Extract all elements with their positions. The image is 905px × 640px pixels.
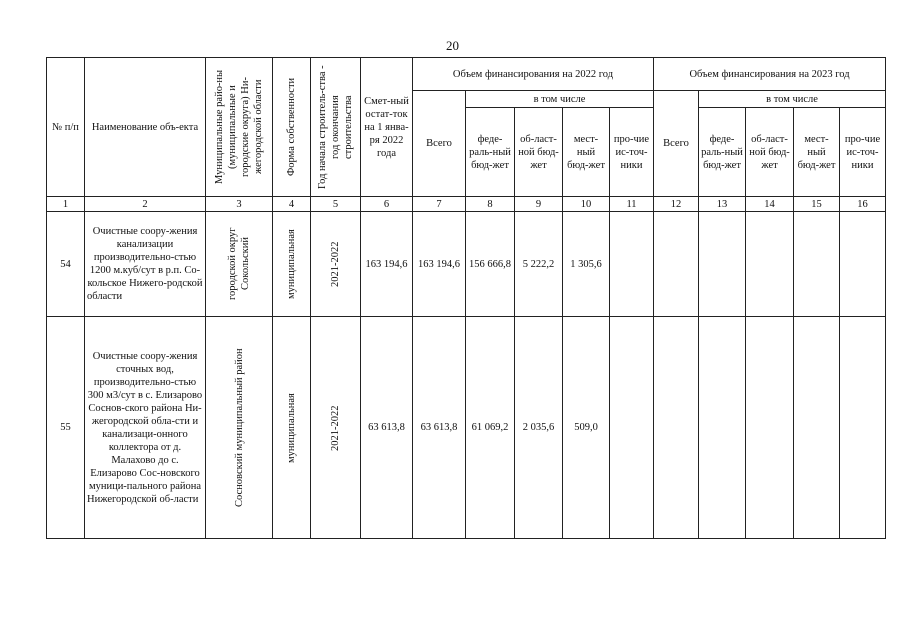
row-other-2023 [840,317,886,539]
row-total-2022: 63 613,8 [413,317,466,539]
header-municipality: Муниципальные райо-ны (муниципальные и городские округа) Ни-жегородской области [206,58,273,197]
header-regional-2023: об-ласт-ной бюд-жет [746,108,794,197]
row-ownership: муниципальная [273,212,311,317]
header-federal-2023: феде-раль-ный бюд-жет [699,108,746,197]
column-number: 2 [85,197,206,212]
row-other-2022 [610,212,654,317]
row-estimate: 63 613,8 [361,317,413,539]
column-number: 1 [47,197,85,212]
row-years: 2021-2022 [311,317,361,539]
header-ownership: Форма собственности [273,58,311,197]
column-number: 10 [563,197,610,212]
row-local-2023 [794,212,840,317]
header-total-2023: Всего [654,91,699,197]
column-number: 8 [466,197,515,212]
header-including-2022: в том числе [466,91,654,108]
header-fin-2023: Объем финансирования на 2023 год [654,58,886,91]
column-number: 5 [311,197,361,212]
header-estimate: Смет-ный остат-ток на 1 янва-ря 2022 года [361,58,413,197]
row-municipality: Сосновский муниципальный район [206,317,273,539]
row-name: Очистные соору-жения сточных вод, производительно-стью 300 м3/сут в с. Елизарово Соснов-ского района Ни-жегородской обла-сти и канализаци-онного коллектора от д. Малахово до с. Елизарово Сос-новского муници-пального района Нижегородской об-ласти [85,317,206,539]
column-number: 3 [206,197,273,212]
page-number: 20 [446,38,459,53]
column-number: 11 [610,197,654,212]
header-including-2023: в том числе [699,91,886,108]
row-num: 55 [47,317,85,539]
header-num: № п/п [47,58,85,197]
row-other-2023 [840,212,886,317]
column-number: 6 [361,197,413,212]
row-total-2023 [654,317,699,539]
row-local-2022: 1 305,6 [563,212,610,317]
row-federal-2023 [699,317,746,539]
row-total-2023 [654,212,699,317]
row-regional-2022: 2 035,6 [515,317,563,539]
column-number: 15 [794,197,840,212]
column-number: 12 [654,197,699,212]
header-other-2023: про-чие ис-точ-ники [840,108,886,197]
row-years: 2021-2022 [311,212,361,317]
table-row [47,212,886,317]
row-ownership: муниципальная [273,317,311,539]
column-number: 7 [413,197,466,212]
column-number: 4 [273,197,311,212]
header-local-2023: мест-ный бюд-жет [794,108,840,197]
header-regional-2022: об-ласт-ной бюд-жет [515,108,563,197]
column-number: 13 [699,197,746,212]
row-estimate: 163 194,6 [361,212,413,317]
row-regional-2023 [746,212,794,317]
row-regional-2023 [746,317,794,539]
header-federal-2022: феде-раль-ный бюд-жет [466,108,515,197]
header-fin-2022: Объем финансирования на 2022 год [413,58,654,91]
header-total-2022: Всего [413,91,466,197]
row-regional-2022: 5 222,2 [515,212,563,317]
row-other-2022 [610,317,654,539]
header-local-2022: мест-ный бюд-жет [563,108,610,197]
column-number: 14 [746,197,794,212]
row-municipality: городской округ Сокольский [206,212,273,317]
row-total-2022: 163 194,6 [413,212,466,317]
column-numbers-row [47,197,886,212]
row-federal-2023 [699,212,746,317]
header-other-2022: про-чие ис-точ-ники [610,108,654,197]
row-federal-2022: 156 666,8 [466,212,515,317]
financing-table [46,57,886,539]
row-federal-2022: 61 069,2 [466,317,515,539]
row-name: Очистные соору-жения канализации производительно-стью 1200 м.куб/сут в р.п. Со-кольское Нижего-родской области [85,212,206,317]
column-number: 16 [840,197,886,212]
row-local-2022: 509,0 [563,317,610,539]
header-years: Год начала строитель-ства - год окончания строительства [311,58,361,197]
table-row [47,317,886,539]
row-num: 54 [47,212,85,317]
row-local-2023 [794,317,840,539]
header-name: Наименование объ-екта [85,58,206,197]
column-number: 9 [515,197,563,212]
